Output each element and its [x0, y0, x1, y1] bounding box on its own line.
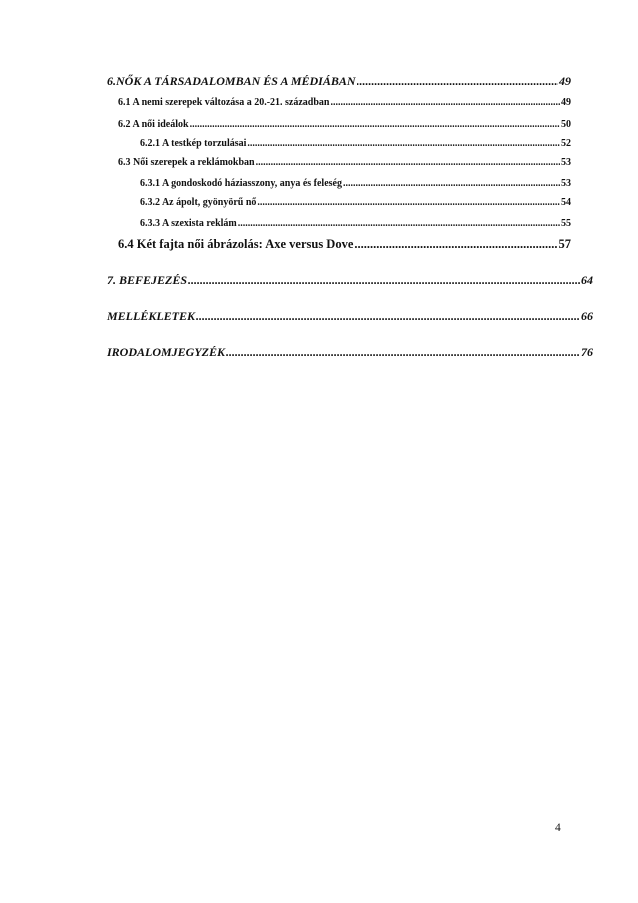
toc-entry-6-4[interactable] — [118, 237, 571, 252]
toc-entry-page: 50 — [561, 119, 571, 130]
dot-leader — [238, 218, 560, 229]
toc-entry-page: 53 — [561, 157, 571, 168]
toc-entry-page: 64 — [581, 273, 593, 287]
toc-entry-title: 6.4 Két fajta női ábrázolás: Axe versus Dove — [118, 237, 354, 251]
dot-leader — [247, 138, 560, 149]
toc-entry-chapter-6[interactable] — [107, 74, 571, 89]
toc-entry-title: 6.3.2 Az ápolt, gyönyörű nő — [140, 197, 257, 208]
toc-entry-6-1[interactable] — [118, 97, 571, 108]
dot-leader — [343, 178, 560, 189]
toc-entry-title: 6.NŐK A TÁRSADALOMBAN ÉS A MÉDIÁBAN — [107, 74, 356, 88]
toc-entry-6-3-3[interactable] — [140, 218, 571, 229]
toc-entry-page: 49 — [561, 97, 571, 108]
toc-entry-appendices[interactable] — [107, 309, 593, 324]
toc-entry-title: MELLÉKLETEK — [107, 309, 196, 323]
toc-entry-page: 76 — [581, 345, 593, 359]
dot-leader — [330, 97, 560, 108]
dot-leader — [190, 119, 560, 130]
toc-entry-page: 57 — [558, 237, 571, 251]
dot-leader — [354, 237, 557, 252]
dot-leader — [357, 74, 558, 89]
toc-entry-page: 52 — [561, 138, 571, 149]
toc-entry-page: 66 — [581, 309, 593, 323]
toc-entry-6-2[interactable] — [118, 119, 571, 130]
toc-entry-title: 6.2 A női ideálok — [118, 119, 189, 130]
toc-entry-page: 55 — [561, 218, 571, 229]
toc-entry-title: 6.3.3 A szexista reklám — [140, 218, 237, 229]
toc-entry-page: 49 — [559, 74, 571, 88]
page-number: 4 — [555, 822, 561, 834]
toc-entry-title: 6.3.1 A gondoskodó háziasszony, anya és feleség — [140, 178, 342, 189]
toc-entry-6-3-2[interactable] — [140, 197, 571, 208]
dot-leader — [196, 309, 580, 324]
toc-entry-title: 6.2.1 A testkép torzulásai — [140, 138, 247, 149]
toc-entry-title: 6.3 Női szerepek a reklámokban — [118, 157, 255, 168]
toc-entry-page: 54 — [561, 197, 571, 208]
toc-entry-title: 7. BEFEJEZÉS — [107, 273, 188, 287]
toc-entry-title: IRODALOMJEGYZÉK — [107, 345, 226, 359]
dot-leader — [226, 345, 580, 360]
toc-entry-6-2-1[interactable] — [140, 138, 571, 149]
dot-leader — [256, 157, 560, 168]
toc-entry-6-3[interactable] — [118, 157, 571, 168]
toc-entry-title: 6.1 A nemi szerepek változása a 20.-21. században — [118, 97, 330, 108]
dot-leader — [257, 197, 560, 208]
toc-entry-6-3-1[interactable] — [140, 178, 571, 189]
toc-entry-page: 53 — [561, 178, 571, 189]
dot-leader — [188, 273, 580, 288]
toc-entry-bibliography[interactable] — [107, 345, 593, 360]
toc-entry-chapter-7[interactable] — [107, 273, 593, 288]
